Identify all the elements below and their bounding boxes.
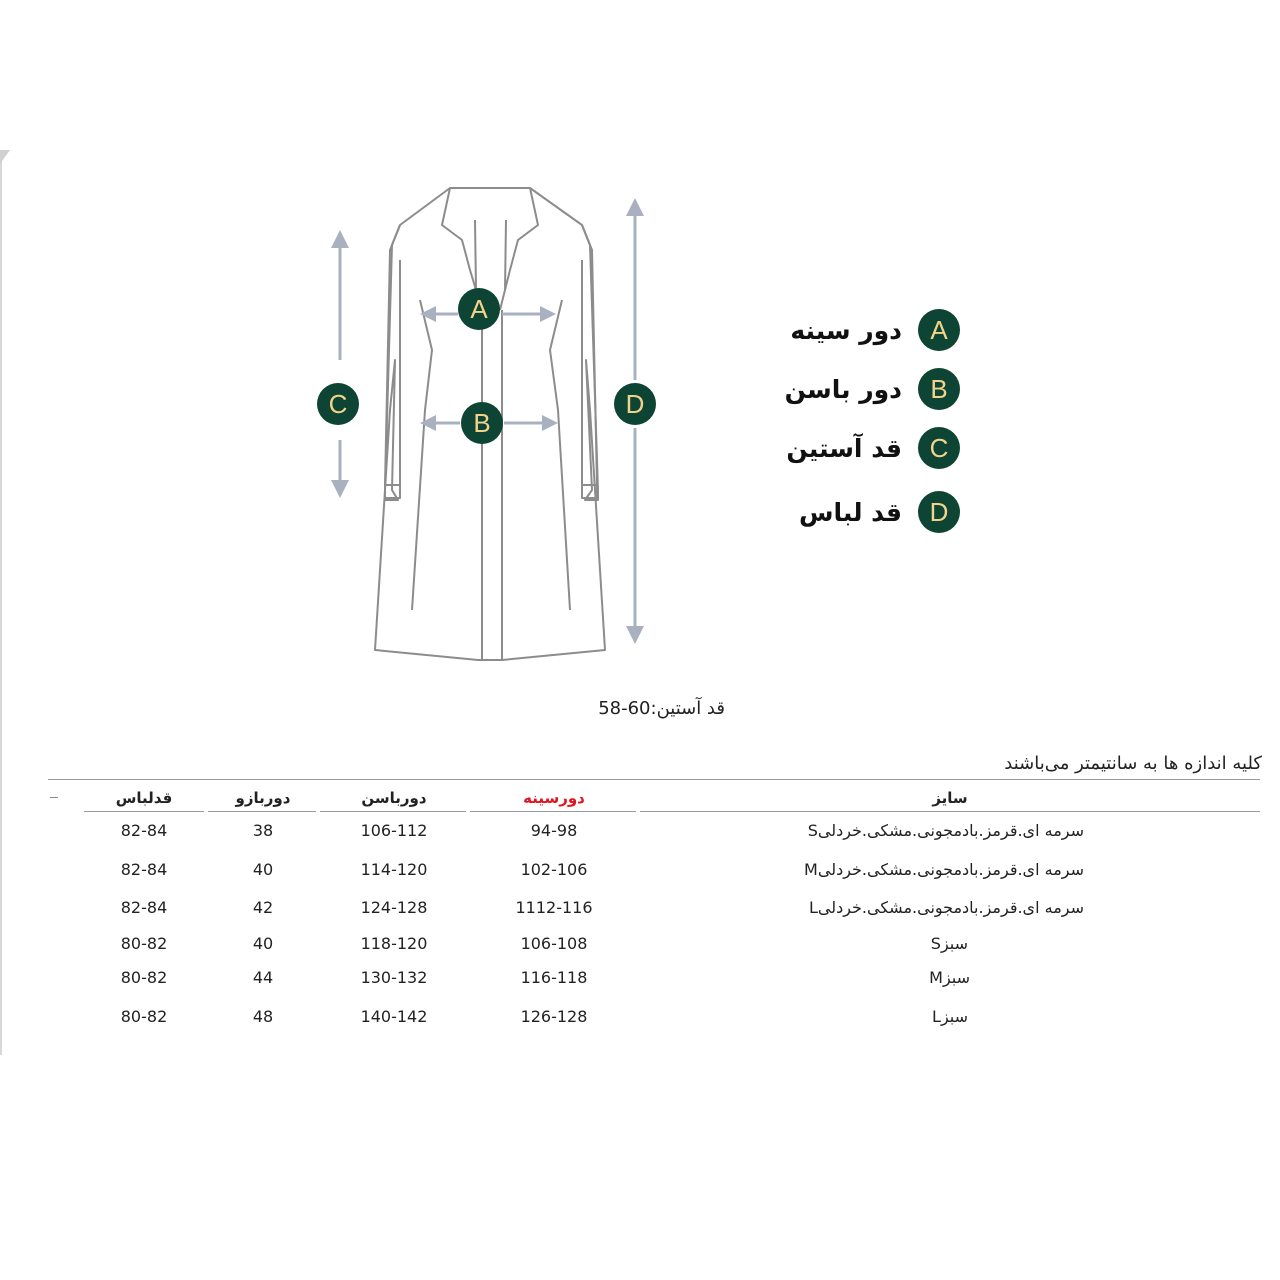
cell-length: 80-82 (120, 934, 168, 953)
header-underline-arm (208, 811, 316, 812)
header-size: سایز (932, 789, 968, 807)
legend-badge-d: D (918, 491, 960, 533)
left-edge-rule (0, 150, 2, 1055)
sleeve-arrowhead-down (331, 480, 349, 498)
legend-badge-b: B (918, 368, 960, 410)
legend-item-hip (785, 367, 960, 411)
cell-bust: 94-98 (530, 821, 578, 840)
corner-mark (0, 150, 10, 164)
lapel-left (475, 220, 476, 290)
size-table (48, 779, 1260, 1039)
length-arrowhead-up (626, 198, 644, 216)
cell-hip: 140-142 (360, 1007, 428, 1026)
legend-label-hip: دور باسن (784, 374, 902, 404)
measurement-legend (770, 300, 960, 550)
cell-arm: 48 (252, 1007, 274, 1026)
cell-hip: 106-112 (360, 821, 428, 840)
table-top-rule (48, 779, 1260, 780)
cell-arm: 40 (252, 860, 274, 879)
hip-arrowhead-left (420, 415, 436, 431)
cell-bust: 106-108 (520, 934, 588, 953)
cell-length: 82-84 (120, 860, 168, 879)
header-underline-bust (470, 811, 636, 812)
cell-length: 80-82 (120, 968, 168, 987)
legend-item-bust (790, 308, 960, 352)
cell-hip: 130-132 (360, 968, 428, 987)
legend-badge-c: C (918, 427, 960, 469)
cell-hip: 124-128 (360, 898, 428, 917)
cell-length: 82-84 (120, 898, 168, 917)
side-seam-right (550, 300, 570, 610)
legend-item-length (799, 490, 960, 534)
coat-measurement-diagram (300, 170, 680, 680)
legend-label-sleeve: قد آستین (786, 433, 902, 463)
header-underline-hip (320, 811, 466, 812)
header-hip: دورباسن (361, 789, 427, 807)
cell-size: Lسبز (932, 1007, 968, 1026)
legend-label-length: قد لباس (799, 497, 902, 527)
cell-bust: 126-128 (520, 1007, 588, 1026)
badge-b-letter: B (473, 408, 491, 438)
cell-arm: 42 (252, 898, 274, 917)
cell-size: Mسرمه ای.قرمز.بادمجونی.مشکی.خردلی (804, 860, 1084, 879)
legend-label-bust: دور سینه (790, 315, 902, 345)
cell-size: Mسبز (929, 968, 970, 987)
length-arrowhead-down (626, 626, 644, 644)
legend-item-sleeve (786, 426, 960, 470)
cell-bust: 116-118 (520, 968, 588, 987)
cell-arm: 38 (252, 821, 274, 840)
cell-bust: 1112-116 (515, 898, 593, 917)
sleeve-length-note: قد آستین:60-58 (598, 698, 725, 719)
cell-bust: 102-106 (520, 860, 588, 879)
side-seam-left (412, 300, 432, 610)
cell-length: 80-82 (120, 1007, 168, 1026)
cell-hip: 118-120 (360, 934, 428, 953)
header-arm: دوربازو (235, 789, 291, 807)
sleeve-arrowhead-up (331, 230, 349, 248)
hip-arrowhead-right (542, 415, 558, 431)
cell-hip: 114-120 (360, 860, 428, 879)
cell-size: Lسرمه ای.قرمز.بادمجونی.مشکی.خردلی (808, 898, 1084, 917)
cell-size: Sسبز (930, 934, 968, 953)
header-underline-size (640, 811, 1260, 812)
cell-arm: 40 (252, 934, 274, 953)
header-bust: دورسینه (523, 789, 585, 807)
units-note: کلیه اندازه ها به سانتیمتر می‌باشند (1004, 753, 1262, 774)
header-length: قدلباس (115, 789, 173, 807)
badge-c-letter: C (328, 389, 348, 419)
lapel-right (505, 220, 506, 290)
legend-badge-a: A (918, 309, 960, 351)
cell-length: 82-84 (120, 821, 168, 840)
cell-arm: 44 (252, 968, 274, 987)
badge-a-letter: A (470, 294, 488, 324)
table-dash-mark (50, 797, 58, 798)
header-underline-length (84, 811, 204, 812)
cell-size: Sسرمه ای.قرمز.بادمجونی.مشکی.خردلی (807, 821, 1084, 840)
diagram-badges (317, 288, 656, 444)
badge-d-letter: D (625, 389, 645, 419)
bust-arrowhead-right (540, 306, 556, 322)
